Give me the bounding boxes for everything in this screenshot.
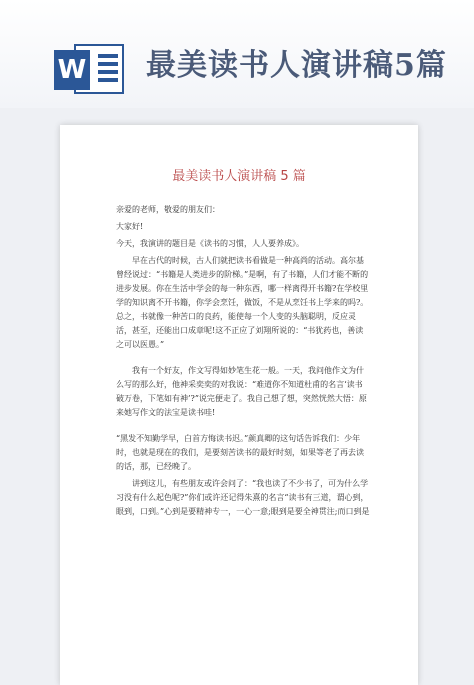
- document-title: 最美读书人演讲稿 5 篇: [172, 169, 306, 184]
- paragraph: 早在古代的时候，古人们就把读书看做是一种高尚的活动。高尔基曾经说过：“书籍是人类进步的阶梯。”是啊，有了书籍，人们才能不断的进步发展。你在生活中学会的每一种东西，哪一样离得开书籍?在学校里学的知识离不开书籍，你学会烹饪，做饭，不是从烹饪书上学来的吗?。总之，书就像一种苦口的良药，能使每一个人变的头脑聪明，反应灵活，甚至，还能出口成章呢!这不正应了刘翔所说的：“书犹药也，善读之可以医愚。”: [116, 256, 369, 349]
- header-banner: [0, 0, 474, 108]
- paragraph: “黑发不知勤学早，白首方悔读书迟。”颜真卿的这句话告诉我们：少年时，也就是现在的我们，是要刻苦读书的最好时刻，如果等老了再去读的话，那，已经晚了。: [116, 434, 364, 471]
- paragraph: 讲到这儿，有些朋友或许会问了：“我也读了不少书了，可为什么学习没有什么起色呢?”你们或许还记得朱熹的名言“读书有三道，谓心到，眼到，口到。”心到是要精神专一，一心一意;眼到是要全神贯注;而口到是: [116, 479, 370, 516]
- word-letter-badge: W: [54, 50, 90, 90]
- document-page: [60, 125, 418, 685]
- paragraph: 我有一个好友，作文写得如妙笔生花一般。一天，我问他作文为什么写的那么好，他神采奕奕的对我说：“难道你不知道杜甫的名言‘读书破万卷，下笔如有神’?”说完便走了。我自己想了想，突然恍然大悟：原来她写作文的法宝是读书哇!: [116, 366, 367, 417]
- salutation: 亲爱的老师，敬爱的朋友们：: [116, 205, 220, 214]
- topic-line: 今天，我演讲的题目是《读书的习惯，人人要养成》。: [116, 239, 304, 248]
- word-document-icon: [54, 40, 128, 98]
- document-body: [116, 203, 370, 522]
- greeting: 大家好!: [116, 222, 144, 231]
- banner-title: 最美读书人演讲稿5篇: [146, 48, 447, 83]
